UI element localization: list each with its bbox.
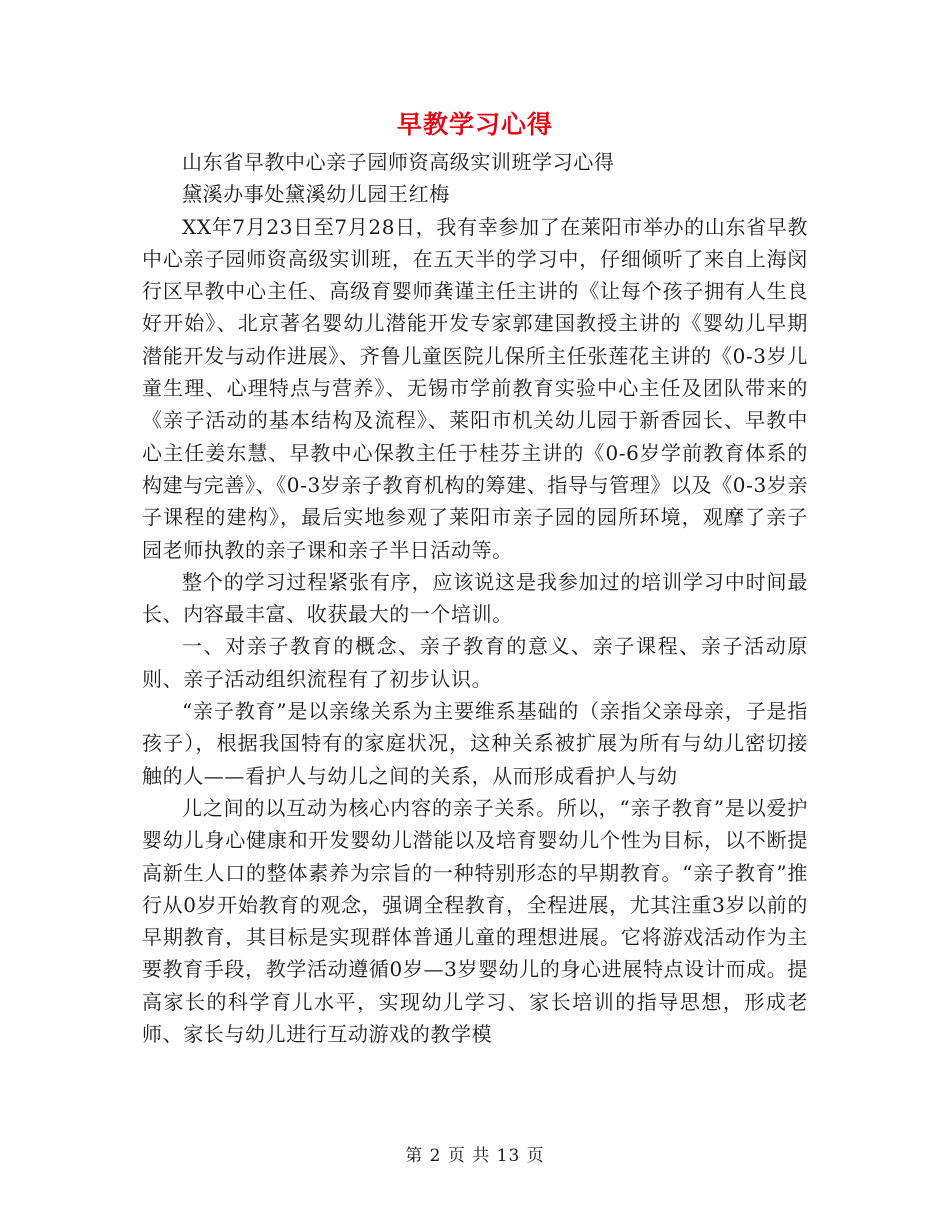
page-number-footer: 第 2 页 共 13 页 [405,1146,545,1166]
body-paragraph: 整个的学习过程紧张有序，应该说这是我参加过的培训学习中时间最长、内容最丰富、收获最大的一个培训。 [142,569,808,627]
body-paragraph: XX年7月23日至7月28日，我有幸参加了在莱阳市举办的山东省早教中心亲子园师资高级实训班，在五天半的学习中，仔细倾听了来自上海闵行区早教中心主任、高级育婴师龚谨主任主讲的《让每个孩子拥有人生良好开始》、北京著名婴幼儿潜能开发专家郭建国教授主讲的《婴幼儿早期潜能开发与动作进展》、齐鲁儿童医院儿保所主任张莲花主讲的《0-3岁儿童生理、心理特点与营养》、无锡市学前教育实验中心主任及团队带来的《亲子活动的基本结构及流程》、莱阳市机关幼儿园于新香园长、早教中心主任姜东慧、早教中心保教主任于桂芬主讲的《0-6岁学前教育体系的构建与完善》、《0-3岁亲子教育机构的筹建、指导与管理》以及《0-3岁亲子课程的建构》，最后实地参观了莱阳市亲子园的园所环境，观摩了亲子园老师执教的亲子课和亲子半日活动等。 [142,214,809,562]
body-paragraph: “亲子教育”是以亲缘关系为主要维系基础的（亲指父亲母亲，子是指孩子），根据我国特有的家庭状况，这种关系被扩展为所有与幼儿密切接触的人——看护人与幼儿之间的关系，从而形成看护人与幼 [142,699,808,788]
body-paragraph: 儿之间的以互动为核心内容的亲子关系。所以，“亲子教育”是以爱护婴幼儿身心健康和开发婴幼儿潜能以及培育婴幼儿个性为目标，以不断提高新生人口的整体素养为宗旨的一种特别形态的早期教育。“亲子教育”推行从0岁开始教育的观念，强调全程教育，全程进展，尤其注重3岁以前的早期教育，其目标是实现群体普通儿童的理想进展。它将游戏活动作为主要教育手段，教学活动遵循0岁—3岁婴幼儿的身心进展特点设计而成。提高家长的科学育儿水平，实现幼儿学习、家长培训的指导思想，形成老师、家长与幼儿进行互动游戏的教学模 [142,795,808,1047]
author-paragraph: 黛溪办事处黛溪幼儿园王红梅 [182,182,450,207]
subtitle-paragraph: 山东省早教中心亲子园师资高级实训班学习心得 [182,150,615,174]
section-heading: 一、对亲子教育的概念、亲子教育的意义、亲子课程、亲子活动原则、亲子活动组织流程有了初步认识。 [142,634,808,691]
document-title: 早教学习心得 [396,110,553,139]
document-body [142,146,808,1050]
